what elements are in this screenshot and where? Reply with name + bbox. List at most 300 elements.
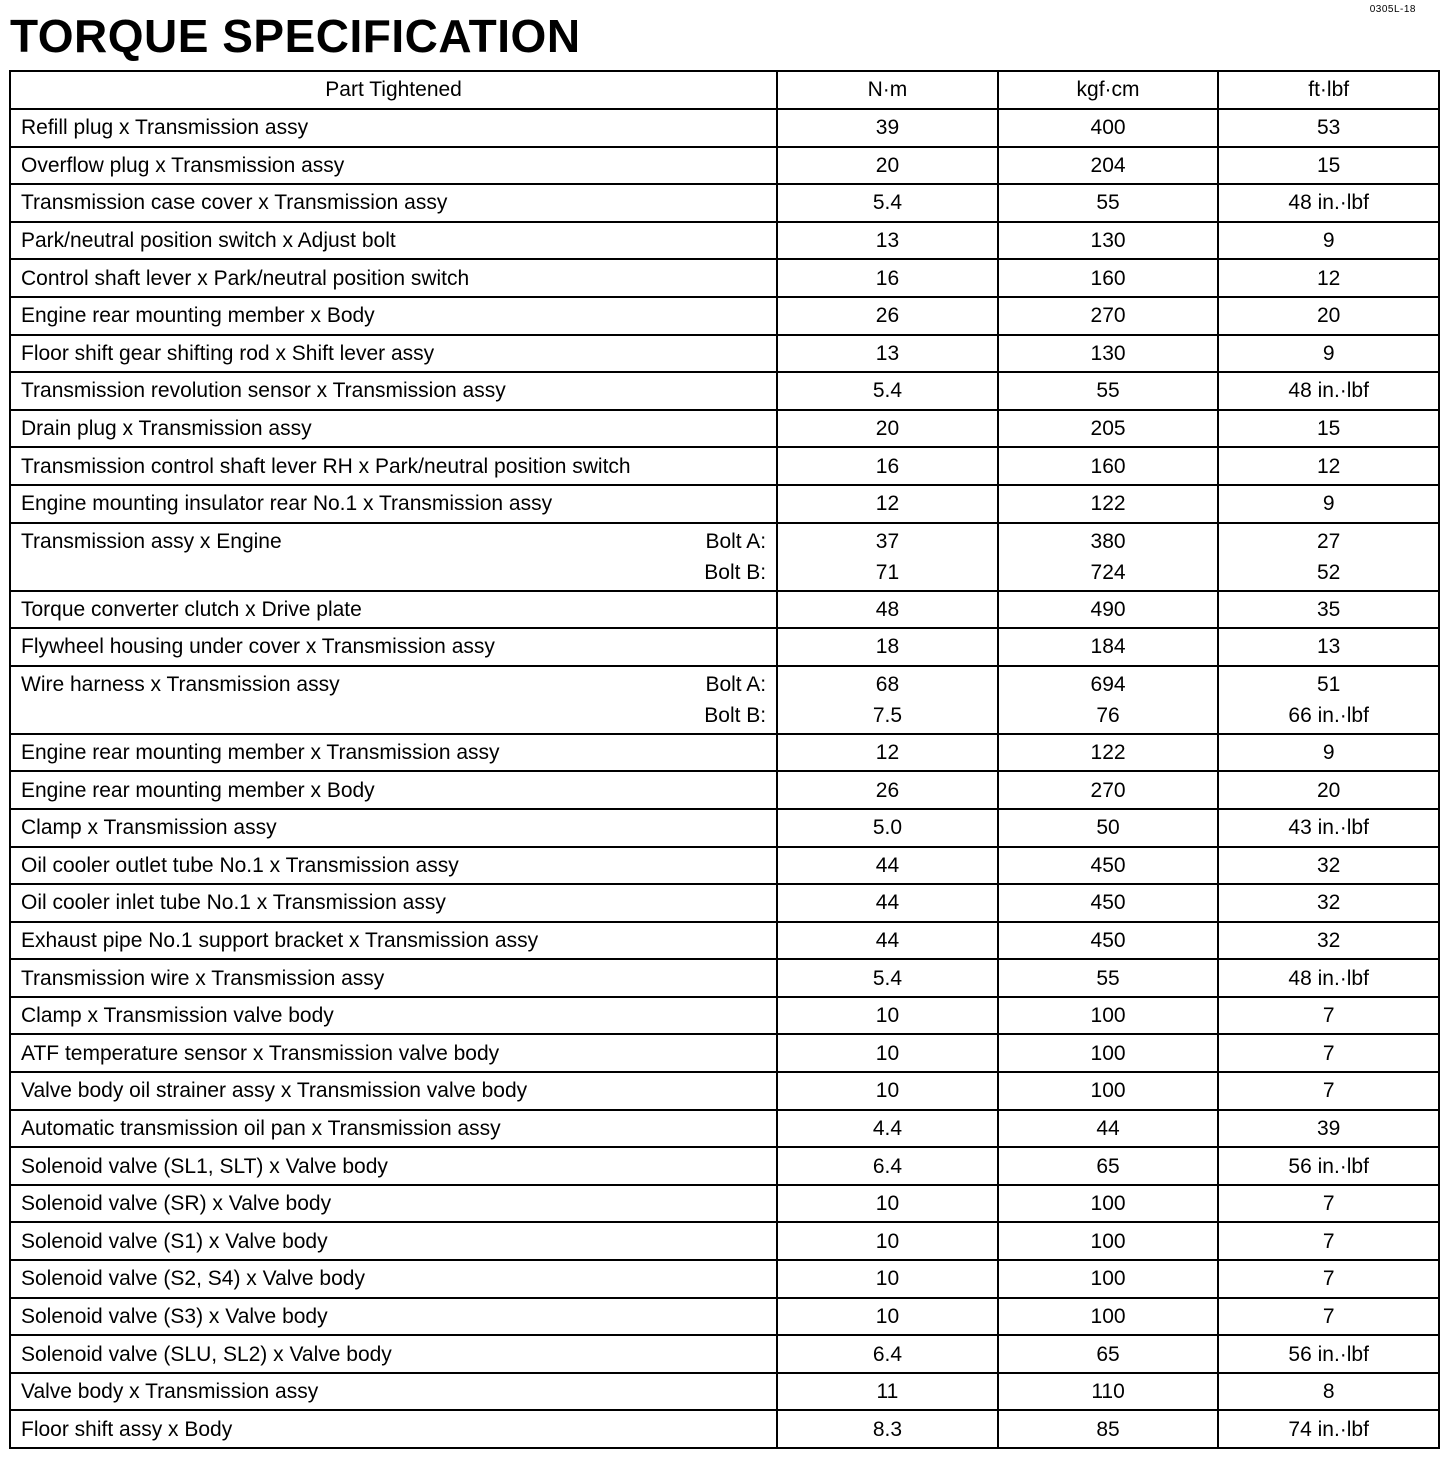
ftlbf-value-bolt-a: 51 [1317, 672, 1341, 696]
table-row [10, 1260, 1439, 1298]
nm-value: 6.4 [872, 1342, 903, 1366]
part-name: Clamp x Transmission assy [21, 816, 277, 840]
nm-value: 13 [875, 341, 900, 365]
table-row [10, 1335, 1439, 1373]
nm-value: 10 [875, 1229, 900, 1253]
part-name: Engine rear mounting member x Body [21, 778, 375, 802]
nm-cell [777, 335, 998, 373]
part-name: Solenoid valve (S2, S4) x Valve body [21, 1267, 365, 1291]
part-name: Wire harness x Transmission assy [21, 672, 340, 696]
nm-value: 5.4 [872, 966, 903, 990]
ftlbf-cell [1218, 297, 1439, 335]
nm-cell [777, 1260, 998, 1298]
nm-value: 39 [875, 116, 900, 140]
kgfcm-cell [998, 847, 1219, 885]
nm-cell [777, 1373, 998, 1411]
kgfcm-value: 270 [1090, 304, 1126, 328]
table-row [10, 959, 1439, 997]
table-row [10, 222, 1439, 260]
table-row [10, 1373, 1439, 1411]
ftlbf-value: 15 [1317, 153, 1341, 177]
torque-table [9, 70, 1440, 1449]
table-header-row [10, 71, 1439, 109]
table-row [10, 1222, 1439, 1260]
table-row [10, 1072, 1439, 1110]
kgfcm-value: 55 [1096, 966, 1120, 990]
ftlbf-value: 39 [1317, 1116, 1341, 1140]
ftlbf-value: 7 [1322, 1304, 1335, 1328]
kgfcm-value: 490 [1090, 597, 1126, 621]
kgfcm-value: 100 [1090, 1004, 1126, 1028]
part-name: Refill plug x Transmission assy [21, 116, 309, 140]
ftlbf-cell [1218, 1373, 1439, 1411]
nm-value: 10 [875, 1004, 900, 1028]
part-name: Floor shift assy x Body [21, 1417, 233, 1441]
ftlbf-value: 20 [1317, 304, 1341, 328]
ftlbf-value: 9 [1322, 229, 1335, 253]
kgfcm-value-bolt-b: 76 [1096, 703, 1120, 727]
ftlbf-cell [1218, 109, 1439, 147]
nm-value: 12 [875, 741, 900, 765]
header-ftlbf: ft·lbf [1218, 71, 1439, 109]
ftlbf-value: 20 [1317, 778, 1341, 802]
part-cell [10, 523, 777, 591]
kgfcm-value: 100 [1090, 1192, 1126, 1216]
part-cell [10, 184, 777, 222]
nm-cell [777, 1034, 998, 1072]
part-name: Flywheel housing under cover x Transmission assy [21, 635, 495, 659]
ftlbf-value: 9 [1322, 341, 1335, 365]
kgfcm-value: 100 [1090, 1267, 1126, 1291]
part-name: Transmission control shaft lever RH x Park/neutral position switch [21, 454, 631, 478]
kgfcm-value: 100 [1090, 1229, 1126, 1253]
ftlbf-cell [1218, 997, 1439, 1035]
ftlbf-cell [1218, 1335, 1439, 1373]
nm-value: 12 [875, 492, 900, 516]
bolt-b-label: Bolt B: [704, 703, 767, 727]
ftlbf-cell [1218, 922, 1439, 960]
ftlbf-cell [1218, 959, 1439, 997]
nm-cell [777, 734, 998, 772]
nm-value: 26 [875, 778, 900, 802]
kgfcm-value: 160 [1090, 454, 1126, 478]
ftlbf-cell [1218, 591, 1439, 629]
ftlbf-value: 32 [1317, 853, 1341, 877]
kgfcm-cell [998, 666, 1219, 734]
part-name: Drain plug x Transmission assy [21, 417, 312, 441]
kgfcm-cell [998, 1335, 1219, 1373]
nm-value: 8.3 [872, 1417, 903, 1441]
ftlbf-value-bolt-b: 52 [1317, 560, 1341, 584]
ftlbf-cell [1218, 147, 1439, 185]
ftlbf-value: 7 [1322, 1004, 1335, 1028]
part-cell [10, 666, 777, 734]
kgfcm-cell [998, 410, 1219, 448]
ftlbf-value: 48 in.·lbf [1288, 379, 1369, 403]
part-cell [10, 847, 777, 885]
nm-cell [777, 591, 998, 629]
table-row [10, 771, 1439, 809]
part-cell [10, 335, 777, 373]
ftlbf-value-bolt-b: 66 in.·lbf [1288, 703, 1369, 727]
part-cell [10, 997, 777, 1035]
ftlbf-value: 32 [1317, 891, 1341, 915]
ftlbf-value: 8 [1322, 1380, 1335, 1404]
part-name: Solenoid valve (S1) x Valve body [21, 1229, 328, 1253]
ftlbf-value: 7 [1322, 1229, 1335, 1253]
nm-cell [777, 147, 998, 185]
part-cell [10, 1072, 777, 1110]
kgfcm-value: 100 [1090, 1079, 1126, 1103]
nm-value: 13 [875, 229, 900, 253]
ftlbf-cell [1218, 771, 1439, 809]
ftlbf-value: 32 [1317, 928, 1341, 952]
nm-cell [777, 297, 998, 335]
part-name: Oil cooler inlet tube No.1 x Transmission assy [21, 891, 446, 915]
nm-value: 10 [875, 1041, 900, 1065]
part-name: Clamp x Transmission valve body [21, 1004, 334, 1028]
kgfcm-cell [998, 1034, 1219, 1072]
nm-cell [777, 447, 998, 485]
kgfcm-cell [998, 372, 1219, 410]
part-cell [10, 922, 777, 960]
kgfcm-cell [998, 259, 1219, 297]
nm-value: 44 [875, 928, 900, 952]
part-name: Floor shift gear shifting rod x Shift lever assy [21, 341, 435, 365]
nm-value-bolt-b: 7.5 [872, 703, 903, 727]
part-cell [10, 1222, 777, 1260]
table-row [10, 884, 1439, 922]
kgfcm-value: 130 [1090, 341, 1126, 365]
part-name: Solenoid valve (SR) x Valve body [21, 1192, 332, 1216]
nm-cell [777, 628, 998, 666]
table-row [10, 666, 1439, 734]
part-name: ATF temperature sensor x Transmission valve body [21, 1041, 500, 1065]
table-row [10, 485, 1439, 523]
part-name: Transmission wire x Transmission assy [21, 966, 385, 990]
ftlbf-cell [1218, 184, 1439, 222]
kgfcm-cell [998, 771, 1219, 809]
part-cell [10, 447, 777, 485]
header-part-tightened: Part Tightened [10, 71, 777, 109]
kgfcm-value: 160 [1090, 266, 1126, 290]
table-row [10, 1185, 1439, 1223]
document-code: 0305L-18 [1369, 4, 1416, 15]
kgfcm-cell [998, 1373, 1219, 1411]
kgfcm-cell [998, 734, 1219, 772]
ftlbf-cell [1218, 1185, 1439, 1223]
ftlbf-cell [1218, 1110, 1439, 1148]
ftlbf-value: 74 in.·lbf [1288, 1417, 1369, 1441]
kgfcm-value: 270 [1090, 778, 1126, 802]
nm-value: 6.4 [872, 1154, 903, 1178]
ftlbf-cell [1218, 1222, 1439, 1260]
part-name: Park/neutral position switch x Adjust bolt [21, 229, 396, 253]
kgfcm-cell [998, 335, 1219, 373]
part-cell [10, 734, 777, 772]
table-row [10, 523, 1439, 591]
nm-cell [777, 523, 998, 591]
kgfcm-cell [998, 1185, 1219, 1223]
ftlbf-cell [1218, 485, 1439, 523]
table-row [10, 447, 1439, 485]
ftlbf-cell [1218, 1072, 1439, 1110]
part-cell [10, 628, 777, 666]
kgfcm-value: 100 [1090, 1304, 1126, 1328]
kgfcm-value: 55 [1096, 191, 1120, 215]
kgfcm-value: 450 [1090, 891, 1126, 915]
ftlbf-value: 9 [1322, 741, 1335, 765]
nm-value: 44 [875, 853, 900, 877]
part-name: Overflow plug x Transmission assy [21, 153, 345, 177]
nm-cell [777, 372, 998, 410]
header-nm: N·m [777, 71, 998, 109]
ftlbf-cell [1218, 734, 1439, 772]
nm-cell [777, 847, 998, 885]
kgfcm-cell [998, 922, 1219, 960]
ftlbf-value: 48 in.·lbf [1288, 191, 1369, 215]
ftlbf-value: 48 in.·lbf [1288, 966, 1369, 990]
nm-value: 10 [875, 1192, 900, 1216]
nm-value: 5.4 [872, 191, 903, 215]
nm-cell [777, 1185, 998, 1223]
part-cell [10, 410, 777, 448]
part-cell [10, 1298, 777, 1336]
part-name: Solenoid valve (SLU, SL2) x Valve body [21, 1342, 392, 1366]
nm-value: 4.4 [872, 1116, 903, 1140]
part-cell [10, 1373, 777, 1411]
kgfcm-value: 50 [1096, 816, 1120, 840]
nm-value: 16 [875, 266, 900, 290]
kgfcm-cell [998, 1298, 1219, 1336]
part-name: Transmission revolution sensor x Transmission assy [21, 379, 506, 403]
kgfcm-value-bolt-a: 380 [1090, 529, 1126, 553]
kgfcm-value: 400 [1090, 116, 1126, 140]
ftlbf-cell [1218, 372, 1439, 410]
nm-value: 20 [875, 417, 900, 441]
kgfcm-cell [998, 884, 1219, 922]
table-row [10, 1410, 1439, 1448]
part-cell [10, 959, 777, 997]
nm-cell [777, 485, 998, 523]
part-name: Exhaust pipe No.1 support bracket x Transmission assy [21, 928, 539, 952]
kgfcm-cell [998, 1222, 1219, 1260]
kgfcm-cell [998, 809, 1219, 847]
ftlbf-value: 43 in.·lbf [1288, 816, 1369, 840]
kgfcm-cell [998, 1147, 1219, 1185]
nm-cell [777, 809, 998, 847]
kgfcm-cell [998, 184, 1219, 222]
kgfcm-cell [998, 1410, 1219, 1448]
part-name: Engine rear mounting member x Transmission assy [21, 741, 500, 765]
ftlbf-value: 13 [1317, 635, 1341, 659]
ftlbf-value: 7 [1322, 1079, 1335, 1103]
page-title: TORQUE SPECIFICATION [10, 10, 581, 62]
table-row [10, 1298, 1439, 1336]
kgfcm-value: 44 [1096, 1116, 1120, 1140]
kgfcm-cell [998, 1072, 1219, 1110]
table-row [10, 1034, 1439, 1072]
part-name: Control shaft lever x Park/neutral position switch [21, 266, 470, 290]
kgfcm-value: 122 [1090, 741, 1126, 765]
part-name: Valve body oil strainer assy x Transmission valve body [21, 1079, 528, 1103]
bolt-b-label: Bolt B: [704, 560, 767, 584]
part-cell [10, 222, 777, 260]
kgfcm-cell [998, 297, 1219, 335]
ftlbf-cell [1218, 847, 1439, 885]
ftlbf-cell [1218, 447, 1439, 485]
kgfcm-value: 450 [1090, 853, 1126, 877]
ftlbf-cell [1218, 1260, 1439, 1298]
part-cell [10, 297, 777, 335]
part-cell [10, 591, 777, 629]
nm-cell [777, 884, 998, 922]
part-name: Transmission assy x Engine [21, 529, 282, 553]
ftlbf-value-bolt-a: 27 [1317, 529, 1341, 553]
table-row [10, 997, 1439, 1035]
nm-cell [777, 771, 998, 809]
ftlbf-cell [1218, 666, 1439, 734]
nm-cell [777, 997, 998, 1035]
part-cell [10, 771, 777, 809]
part-cell [10, 485, 777, 523]
kgfcm-cell [998, 628, 1219, 666]
ftlbf-cell [1218, 523, 1439, 591]
kgfcm-value: 450 [1090, 928, 1126, 952]
kgfcm-value: 205 [1090, 417, 1126, 441]
part-cell [10, 147, 777, 185]
part-cell [10, 1335, 777, 1373]
nm-cell [777, 1335, 998, 1373]
kgfcm-cell [998, 1110, 1219, 1148]
ftlbf-value: 7 [1322, 1267, 1335, 1291]
nm-cell [777, 184, 998, 222]
ftlbf-value: 53 [1317, 116, 1341, 140]
part-cell [10, 884, 777, 922]
ftlbf-cell [1218, 410, 1439, 448]
nm-cell [777, 922, 998, 960]
part-cell [10, 109, 777, 147]
part-name: Engine mounting insulator rear No.1 x Transmission assy [21, 492, 553, 516]
part-name: Solenoid valve (S3) x Valve body [21, 1304, 328, 1328]
ftlbf-value: 15 [1317, 417, 1341, 441]
ftlbf-value: 7 [1322, 1192, 1335, 1216]
ftlbf-value: 35 [1317, 597, 1341, 621]
part-cell [10, 372, 777, 410]
kgfcm-value: 130 [1090, 229, 1126, 253]
ftlbf-value: 12 [1317, 266, 1341, 290]
nm-value: 26 [875, 304, 900, 328]
ftlbf-cell [1218, 809, 1439, 847]
ftlbf-value: 56 in.·lbf [1288, 1154, 1369, 1178]
ftlbf-cell [1218, 259, 1439, 297]
kgfcm-value: 122 [1090, 492, 1126, 516]
ftlbf-cell [1218, 1298, 1439, 1336]
nm-cell [777, 222, 998, 260]
table-row [10, 1147, 1439, 1185]
table-row [10, 372, 1439, 410]
nm-value-bolt-a: 37 [875, 529, 900, 553]
kgfcm-value: 100 [1090, 1041, 1126, 1065]
ftlbf-cell [1218, 1034, 1439, 1072]
part-name: Transmission case cover x Transmission assy [21, 191, 448, 215]
kgfcm-cell [998, 222, 1219, 260]
nm-cell [777, 1072, 998, 1110]
kgfcm-value: 110 [1091, 1380, 1125, 1404]
part-cell [10, 1410, 777, 1448]
ftlbf-value: 9 [1322, 492, 1335, 516]
table-row [10, 147, 1439, 185]
nm-value: 20 [875, 153, 900, 177]
part-name: Valve body x Transmission assy [21, 1380, 319, 1404]
ftlbf-cell [1218, 222, 1439, 260]
kgfcm-value-bolt-a: 694 [1090, 672, 1126, 696]
header-kgfcm: kgf·cm [998, 71, 1219, 109]
nm-cell [777, 666, 998, 734]
kgfcm-value: 184 [1090, 635, 1126, 659]
nm-value: 10 [875, 1304, 900, 1328]
nm-cell [777, 1298, 998, 1336]
kgfcm-cell [998, 1260, 1219, 1298]
nm-value: 18 [875, 635, 900, 659]
table-row [10, 628, 1439, 666]
kgfcm-cell [998, 959, 1219, 997]
table-row [10, 410, 1439, 448]
table-row [10, 335, 1439, 373]
part-name: Automatic transmission oil pan x Transmission assy [21, 1116, 501, 1140]
bolt-a-label: Bolt A: [705, 672, 767, 696]
nm-cell [777, 410, 998, 448]
part-cell [10, 259, 777, 297]
kgfcm-cell [998, 997, 1219, 1035]
table-row [10, 184, 1439, 222]
nm-value: 16 [875, 454, 900, 478]
table-row [10, 591, 1439, 629]
part-name: Solenoid valve (SL1, SLT) x Valve body [21, 1154, 388, 1178]
nm-value: 48 [875, 597, 900, 621]
table-row [10, 297, 1439, 335]
nm-value: 44 [875, 891, 900, 915]
nm-value-bolt-b: 71 [875, 560, 900, 584]
kgfcm-cell [998, 591, 1219, 629]
part-cell [10, 1034, 777, 1072]
nm-cell [777, 109, 998, 147]
kgfcm-value: 55 [1096, 379, 1120, 403]
ftlbf-cell [1218, 1410, 1439, 1448]
nm-cell [777, 1410, 998, 1448]
kgfcm-cell [998, 485, 1219, 523]
table-row [10, 109, 1439, 147]
table-row [10, 847, 1439, 885]
table-row [10, 922, 1439, 960]
ftlbf-value: 7 [1322, 1041, 1335, 1065]
kgfcm-value-bolt-b: 724 [1090, 560, 1126, 584]
nm-value: 10 [875, 1079, 900, 1103]
nm-cell [777, 1147, 998, 1185]
kgfcm-cell [998, 147, 1219, 185]
kgfcm-cell [998, 447, 1219, 485]
nm-value: 5.4 [872, 379, 903, 403]
part-cell [10, 1260, 777, 1298]
ftlbf-cell [1218, 884, 1439, 922]
table-row [10, 1110, 1439, 1148]
nm-value-bolt-a: 68 [875, 672, 900, 696]
kgfcm-cell [998, 523, 1219, 591]
part-cell [10, 1147, 777, 1185]
nm-cell [777, 1222, 998, 1260]
part-cell [10, 1185, 777, 1223]
nm-cell [777, 959, 998, 997]
